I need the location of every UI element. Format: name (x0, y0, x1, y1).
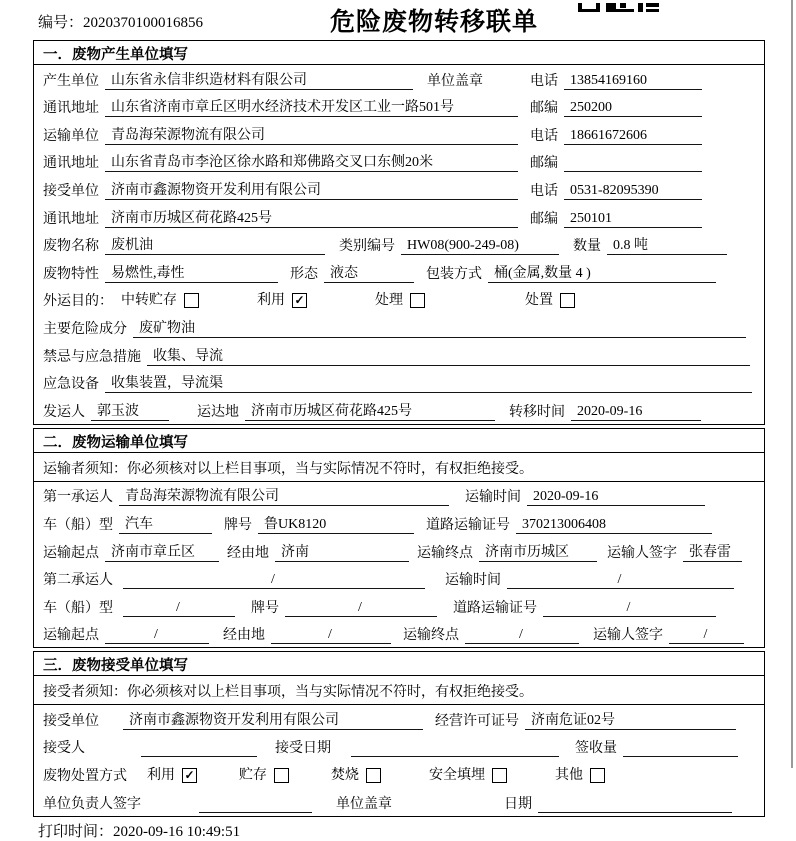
field-label: 运达地 (197, 404, 239, 420)
row-receiver-person (34, 733, 764, 761)
field-label: 牌号 (251, 600, 279, 616)
road-permit-value: 370213006408 (516, 516, 712, 534)
disposal-storage: 贮存 (239, 767, 289, 784)
receiving-unit-value: 济南市鑫源物资开发利用有限公司 (123, 712, 423, 730)
row-responsible-signature (34, 788, 764, 816)
field-label: 通讯地址 (43, 211, 99, 227)
route-end-2-value: / (465, 626, 579, 644)
field-label: 运输单位 (43, 128, 99, 144)
checkbox-icon (366, 768, 381, 783)
checkbox-icon (184, 293, 199, 308)
row-transporter-unit (34, 120, 764, 148)
receiver-address-value: 济南市历城区荷花路425号 (105, 210, 518, 228)
field-label: 运输起点 (43, 545, 99, 561)
field-label: 电话 (530, 73, 558, 89)
field-label: 主要危险成分 (43, 321, 127, 337)
field-label: 应急设备 (43, 377, 99, 393)
unit-seal-label: 单位盖章 (427, 73, 483, 89)
field-label: 电话 (530, 183, 558, 199)
section-transporter-title: 二．废物运输单位填写 (34, 429, 764, 453)
row-second-carrier (34, 565, 764, 593)
field-label: 数量 (573, 239, 601, 255)
field-label: 车（船）型 (43, 517, 113, 533)
row-route-2 (34, 620, 764, 648)
field-label: 日期 (504, 796, 532, 812)
field-label: 道路运输证号 (453, 600, 537, 616)
scan-edge-line (791, 0, 793, 768)
field-label: 单位负责人签字 (43, 796, 141, 812)
producer-unit-value: 山东省永信非织造材料有限公司 (105, 72, 413, 90)
field-label: 废物特性 (43, 266, 99, 282)
disposal-other: 其他 (555, 767, 605, 784)
field-label: 第二承运人 (43, 573, 113, 589)
section-transporter (33, 428, 765, 649)
plate-number-value: 鲁UK8120 (258, 516, 414, 534)
field-label: 运输起点 (43, 628, 99, 644)
route-via-value: 济南 (275, 544, 409, 562)
field-label: 废物处置方式 (43, 769, 127, 785)
field-label: 运输人签字 (593, 628, 663, 644)
transporter-notice: 运输者须知：你必须核对以上栏目事项，当与实际情况不符时，有权拒绝接受。 (34, 453, 764, 482)
row-transporter-address (34, 148, 764, 176)
license-number-value: 济南危证02号 (525, 712, 736, 730)
field-label: 发运人 (43, 404, 85, 420)
receiver-phone-value: 0531-82095390 (564, 182, 702, 200)
field-label: 类别编号 (339, 239, 395, 255)
main-hazard-value: 废矿物油 (133, 320, 746, 338)
field-label: 道路运输证号 (426, 517, 510, 533)
row-emergency-measures (34, 341, 764, 369)
waste-form-value: 液态 (324, 265, 414, 283)
field-label: 经由地 (223, 628, 265, 644)
document-header (0, 0, 796, 40)
unit-seal-label: 单位盖章 (336, 796, 392, 812)
transport-date-2-value: / (507, 571, 734, 589)
row-first-carrier (34, 482, 764, 510)
checkbox-icon (590, 768, 605, 783)
producer-phone-value: 13854169160 (564, 72, 702, 90)
emergency-equipment-value: 收集装置，导流渠 (105, 375, 752, 393)
field-label: 车（船）型 (43, 600, 113, 616)
row-disposal-method (34, 760, 764, 788)
carrier-signature-value: 张春雷 (683, 544, 742, 562)
field-label: 通讯地址 (43, 101, 99, 117)
field-label: 禁忌与应急措施 (43, 349, 141, 365)
qr-code-fragment-icon (578, 0, 660, 18)
packaging-value: 桶(金属,数量 4 ) (488, 265, 716, 283)
transporter-postcode-value (564, 171, 702, 172)
field-label: 形态 (290, 266, 318, 282)
field-label: 邮编 (530, 211, 558, 227)
route-end-value: 济南市历城区 (479, 544, 597, 562)
field-label: 包装方式 (426, 266, 482, 282)
field-label: 电话 (530, 128, 558, 144)
field-label: 经营许可证号 (435, 713, 519, 729)
row-receiving-unit (34, 705, 764, 733)
row-emergency-equipment (34, 369, 764, 397)
first-carrier-value: 青岛海荣源物流有限公司 (119, 488, 449, 506)
receive-sign-date-value (538, 812, 732, 813)
disposal-utilize: 利用 ✓ (147, 767, 197, 784)
section-producer-title: 一．废物产生单位填写 (34, 41, 764, 65)
row-main-hazard (34, 313, 764, 341)
serial-value: 2020370100016856 (83, 15, 204, 31)
serial-number (38, 11, 203, 32)
waste-code-value: HW08(900-249-08) (401, 237, 559, 255)
receiver-unit-value: 济南市鑫源物资开发利用有限公司 (105, 182, 518, 200)
route-via-2-value: / (271, 626, 391, 644)
field-label: 运输人签字 (607, 545, 677, 561)
row-producer-address (34, 93, 764, 121)
producer-address-value: 山东省济南市章丘区明水经济技术开发区工业一路501号 (105, 99, 518, 117)
receiver-notice: 接受者须知：你必须核对以上栏目事项，当与实际情况不符时，有权拒绝接受。 (34, 676, 764, 705)
field-label: 运输终点 (417, 545, 473, 561)
field-label: 运输终点 (403, 628, 459, 644)
field-label: 通讯地址 (43, 156, 99, 172)
checkbox-icon (274, 768, 289, 783)
checkbox-icon (560, 293, 575, 308)
vehicle-type-value: 汽车 (119, 516, 212, 534)
field-label: 牌号 (224, 517, 252, 533)
field-label: 接受单位 (43, 183, 99, 199)
purpose-dispose: 处置 (525, 292, 575, 309)
field-label: 外运目的： (43, 294, 113, 310)
checkbox-checked-icon: ✓ (292, 293, 307, 308)
receiver-person-value (141, 756, 257, 757)
row-outbound-purpose (34, 286, 764, 314)
field-label: 接受单位 (43, 713, 99, 729)
emergency-measures-value: 收集、导流 (147, 348, 750, 366)
row-vehicle-1 (34, 509, 764, 537)
section-receiver-title: 三．废物接受单位填写 (34, 652, 764, 676)
row-receiver-address (34, 203, 764, 231)
purpose-treat: 处理 (375, 292, 425, 309)
receiver-postcode-value: 250101 (564, 210, 702, 228)
document-title: 危险废物转移联单 (330, 9, 539, 36)
checkbox-icon (492, 768, 507, 783)
receive-date-value (351, 756, 559, 757)
field-label: 经由地 (227, 545, 269, 561)
section-producer (33, 40, 765, 425)
row-shipper (34, 396, 764, 424)
plate-number-2-value: / (285, 599, 437, 617)
waste-quantity-value: 0.8 吨 (607, 237, 727, 255)
route-origin-value: 济南市章丘区 (105, 544, 219, 562)
transport-date-value: 2020-09-16 (527, 488, 705, 506)
field-label: 邮编 (530, 101, 558, 117)
received-quantity-value (623, 756, 738, 757)
waste-traits-value: 易燃性,毒性 (105, 265, 278, 283)
field-label: 转移时间 (509, 404, 565, 420)
disposal-landfill: 安全填埋 (429, 767, 507, 784)
transfer-date-value: 2020-09-16 (571, 403, 701, 421)
disposal-incinerate: 焚烧 (331, 767, 381, 784)
destination-value: 济南市历城区荷花路425号 (245, 403, 495, 421)
print-time: 打印时间：2020-09-16 10:49:51 (38, 823, 241, 840)
field-label: 接受人 (43, 741, 85, 757)
purpose-utilize: 利用 ✓ (257, 292, 307, 309)
second-carrier-value: / (123, 571, 425, 589)
waste-name-value: 废机油 (105, 237, 325, 255)
field-label: 运输时间 (465, 490, 521, 506)
section-receiver (33, 651, 765, 816)
row-vehicle-2 (34, 592, 764, 620)
field-label: 产生单位 (43, 73, 99, 89)
field-label: 邮编 (530, 156, 558, 172)
transporter-phone-value: 18661672606 (564, 127, 702, 145)
row-waste-name (34, 231, 764, 259)
field-label: 废物名称 (43, 239, 99, 255)
checkbox-checked-icon: ✓ (182, 768, 197, 783)
shipper-name-value: 郭玉波 (91, 403, 169, 421)
row-waste-traits (34, 258, 764, 286)
transporter-unit-value: 青岛海荣源物流有限公司 (105, 127, 518, 145)
row-receiver-unit (34, 175, 764, 203)
vehicle-type-2-value: / (123, 599, 235, 617)
responsible-signature-value (199, 812, 312, 813)
row-producer-unit (34, 65, 764, 93)
producer-postcode-value: 250200 (564, 99, 702, 117)
carrier-signature-2-value: / (669, 626, 744, 644)
form-body (33, 40, 765, 817)
purpose-transfer-storage: 中转贮存 (121, 292, 199, 309)
serial-label: 编号： (38, 15, 84, 31)
field-label: 签收量 (575, 741, 617, 757)
row-route-1 (34, 537, 764, 565)
field-label: 运输时间 (445, 573, 501, 589)
transporter-address-value: 山东省青岛市李沧区徐水路和郑佛路交叉口东侧20米 (105, 154, 518, 172)
field-label: 第一承运人 (43, 490, 113, 506)
field-label: 接受日期 (275, 741, 331, 757)
route-origin-2-value: / (105, 626, 209, 644)
road-permit-2-value: / (543, 599, 716, 617)
checkbox-icon (410, 293, 425, 308)
